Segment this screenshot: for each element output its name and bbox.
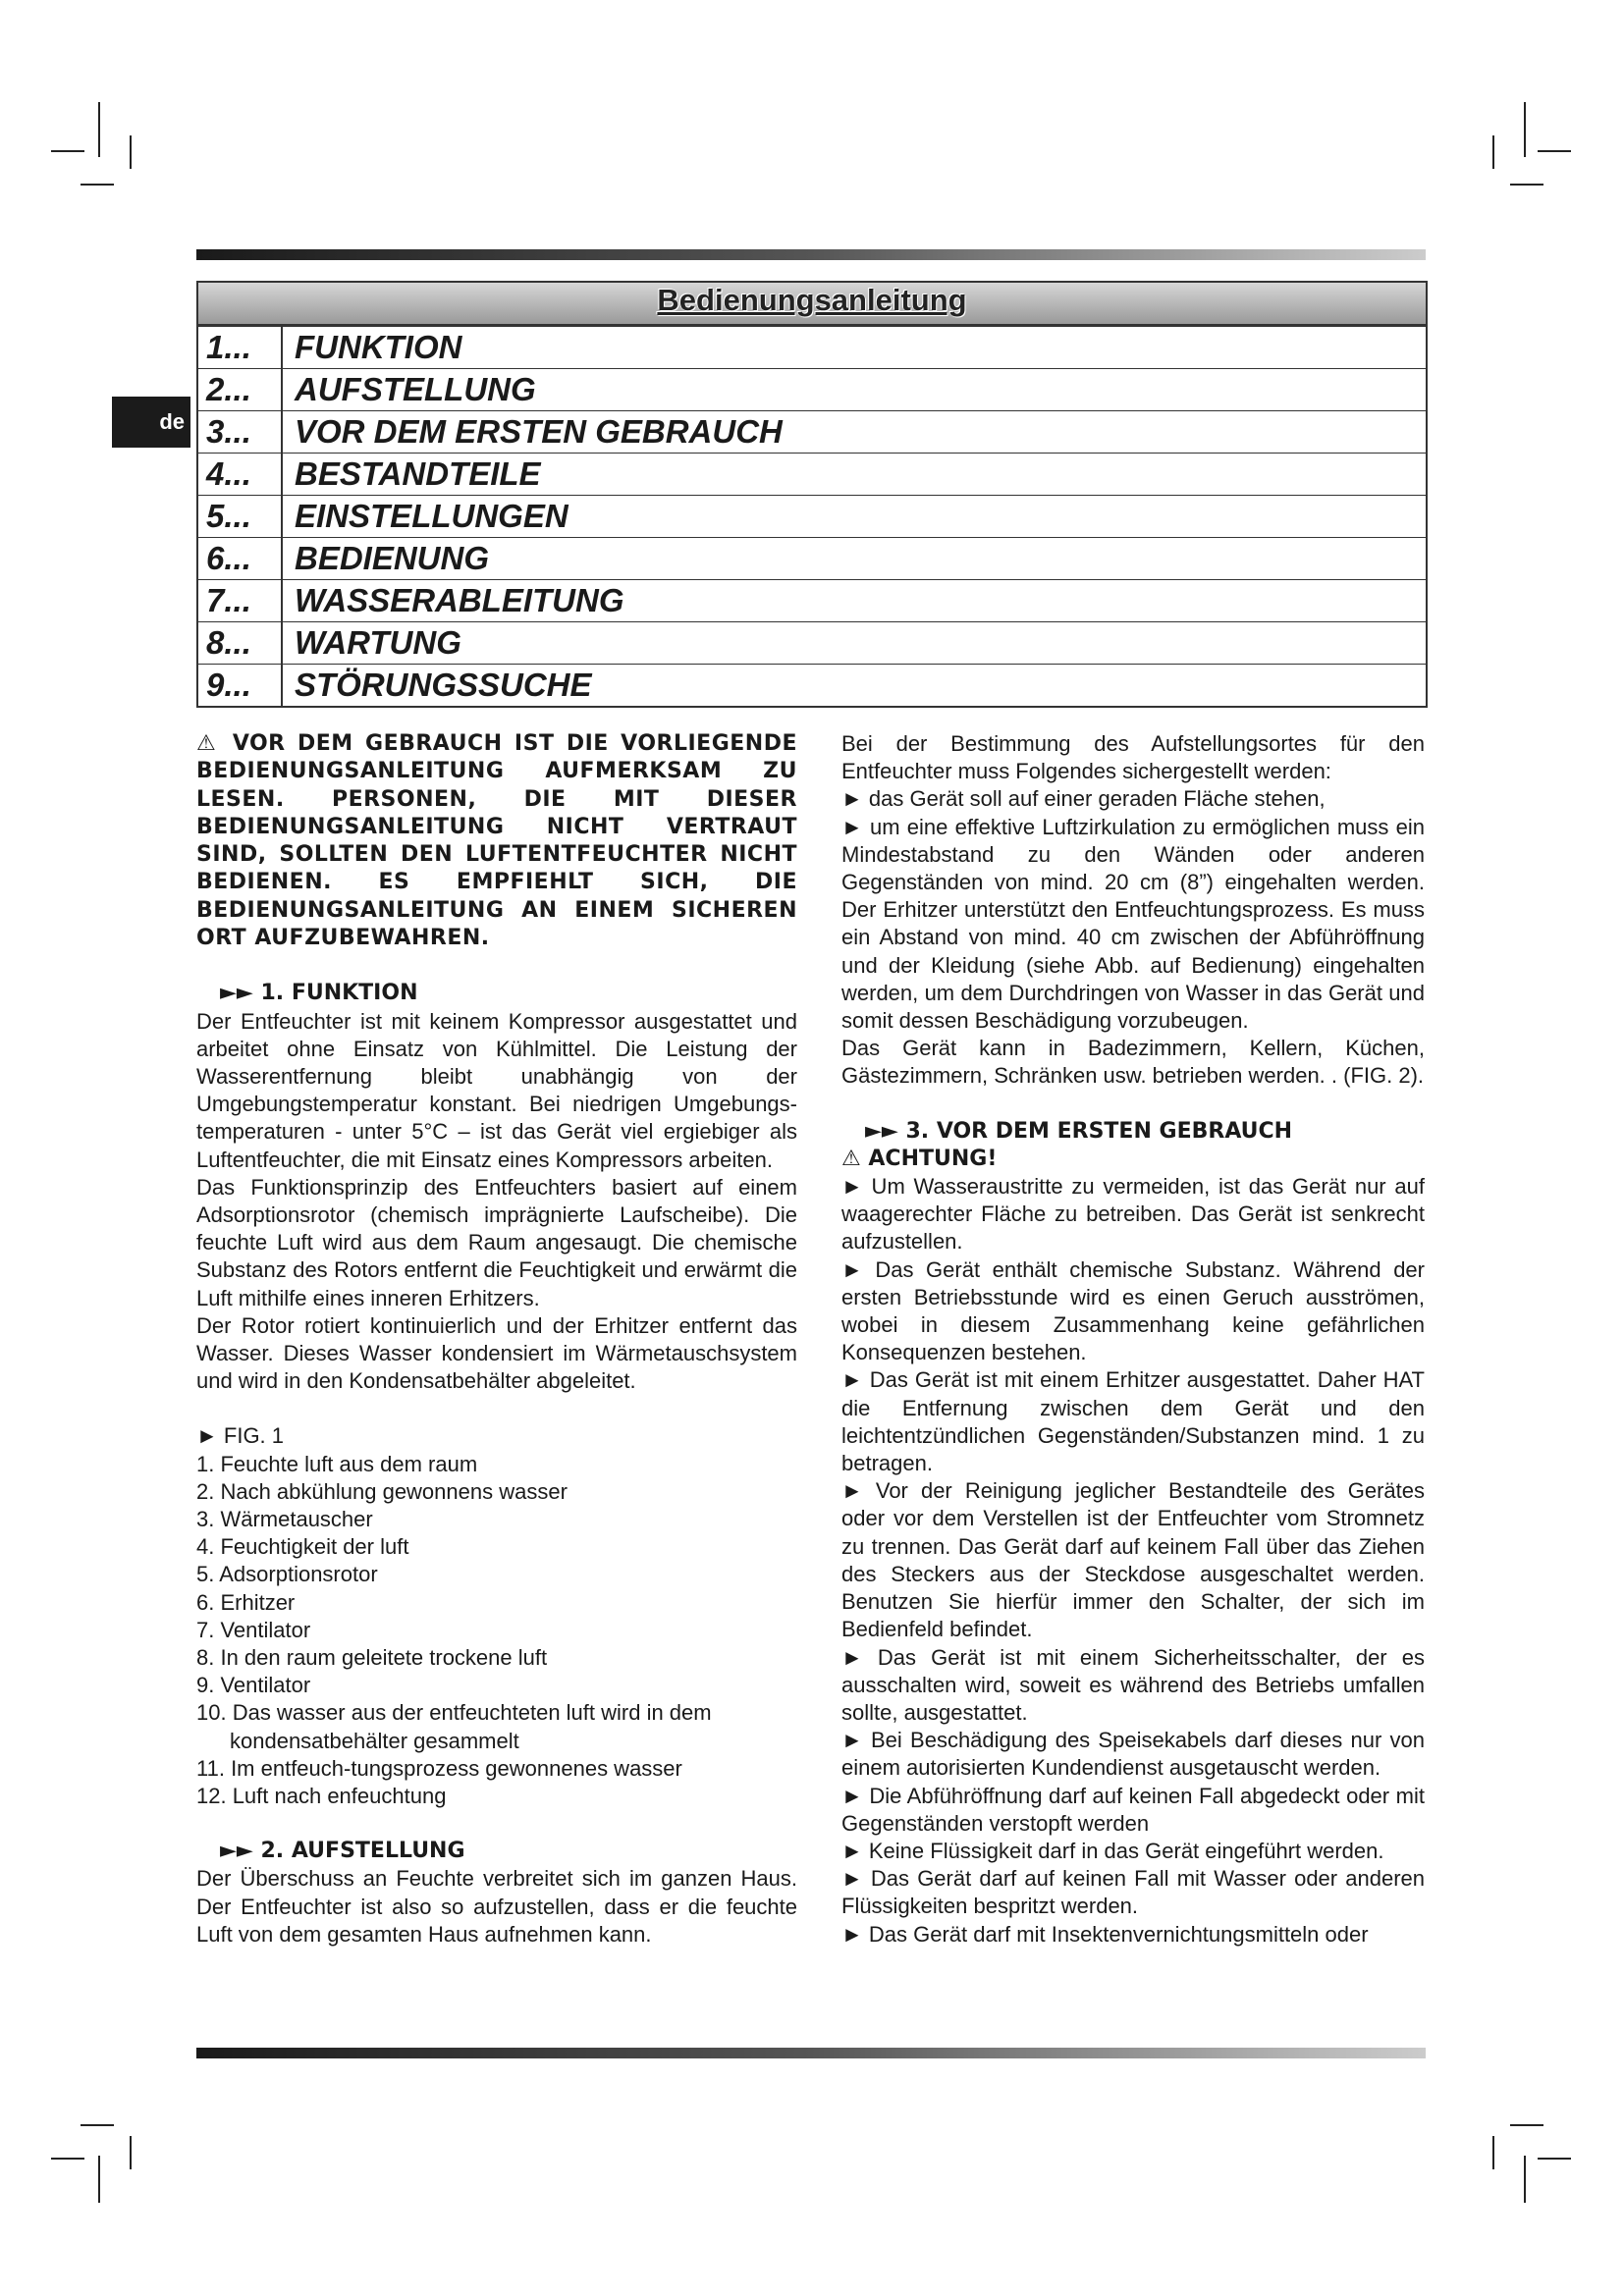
paragraph: Der Entfeuchter ist mit keinem Kompressor ausgestattet und arbeitet ohne Einsatz von Kühlmittel. Die Leistung der Wasserentfernung bleibt unabhängig von der Umgebungstemperatur konstant. Bei niedrigen Umgebungs-temperaturen - unter 5°C – ist das Gerät viel ergiebiger als Luftentfeuchter, die mit Einsatz eines Kompressors arbeiten. [196, 1008, 797, 1172]
crop-mark [51, 150, 84, 152]
list-item: 4. Feuchtigkeit der luft [196, 1534, 409, 1560]
table-of-contents [196, 281, 1428, 708]
bullet-item: ► Das Gerät ist mit einem Erhitzer ausgestattet. Daher HAT die Entfernung zwischen dem Gerät und den leichtentzündlichen Gegenständen/Substanzen mind. 1 zu betragen. [841, 1367, 1425, 1476]
list-item: 10. Das wasser aus der entfeuchteten luft wird in dem kondensatbehälter gesammelt [196, 1700, 712, 1753]
toc-row [198, 453, 1426, 495]
bullet-item: ► Vor der Reinigung jeglicher Bestandteile des Gerätes oder vor dem Verstellen ist der Entfeuchter vom Stromnetz zu trennen. Das Gerät darf auf keinem Fall über das Ziehen des Steckers aus der Steckdose ausgeschaltet werden. Benutzen Sie hierfür immer den Schalter, der sich im Bedienfeld befindet. [841, 1478, 1425, 1642]
toc-num: 2... [198, 369, 283, 410]
crop-mark [1538, 150, 1571, 152]
toc-label: WARTUNG [295, 624, 461, 661]
section-heading-aufstellung: ►► 2. AUFSTELLUNG [220, 1839, 465, 1864]
toc-label: EINSTELLUNGEN [295, 498, 568, 534]
language-label: de [159, 409, 185, 434]
crop-mark [1524, 2156, 1526, 2203]
bullet-item: ► um eine effektive Luftzirkulation zu ermöglichen muss ein Mindestabstand zu den Wänden oder anderen Gegenständen von mind. 20 cm (8”) eingehalten werden. Der Erhitzer unterstützt den Entfeuchtungsprozess. Es muss ein Abstand von mind. 40 cm zwischen der Abführöffnung und der Kleidung (siehe Abb. auf Bedienung) eingehalten werden, um dem Durchdringen von Wasser in das Gerät und somit dessen Beschädigung vorzubeugen. [841, 814, 1425, 1034]
list-item: 6. Erhitzer [196, 1589, 296, 1615]
paragraph: Der Rotor rotiert kontinuierlich und der Erhitzer entfernt das Wasser. Dieses Wasser kondensiert im Wärmetauschsystem und wird in den Kondensatbehälter abgeleitet. [196, 1312, 797, 1394]
toc-row [198, 326, 1426, 368]
toc-label: BESTANDTEILE [295, 455, 541, 492]
crop-mark [1492, 135, 1494, 169]
toc-num: 8... [198, 622, 283, 664]
crop-mark [1538, 2158, 1571, 2160]
top-divider [196, 249, 1426, 260]
list-item: 1. Feuchte luft aus dem raum [196, 1451, 478, 1476]
crop-mark [81, 184, 114, 186]
toc-num: 6... [198, 538, 283, 579]
bullet-item: ► Bei Beschädigung des Speisekabels darf dieses nur von einem autorisierten Kundendienst ausgetauscht werden. [841, 1728, 1425, 1781]
figure-caption: ► FIG. 1 [196, 1423, 285, 1449]
crop-mark [1510, 2124, 1543, 2126]
right-column [841, 730, 1425, 1949]
toc-row [198, 537, 1426, 579]
toc-label: VOR DEM ERSTEN GEBRAUCH [295, 413, 783, 450]
paragraph: Der Überschuss an Feuchte verbreitet sich im ganzen Haus. Der Entfeuchter ist also so aufzustellen, dass er die feuchte Luft von dem gesamten Haus aufnehmen kann. [196, 1866, 797, 1947]
warning-triangle-icon: ⚠ [196, 731, 221, 756]
bullet-item: ► Das Gerät ist mit einem Sicherheitsschalter, der es ausschalten wird, soweit es während des Betriebs umfallen sollte, ausgestattet. [841, 1644, 1425, 1725]
toc-label: AUFSTELLUNG [295, 371, 536, 407]
paragraph: Bei der Bestimmung des Aufstellungsortes für den Entfeuchter muss Folgendes sichergestellt werden: [841, 731, 1425, 784]
warning-text: VOR DEM GEBRAUCH IST DIE VORLIEGENDE BEDIENUNGSANLEITUNG AUFMERKSAM ZU LESEN. PERSONEN, DIE MIT DIESER BEDIENUNGSANLEITUNG NICHT VERTRAUT SIND, SOLLTEN DEN LUFTENTFEUCHTER NICHT BEDIENEN. ES EMPFIEHLT SICH, DIE BEDIENUNGSANLEITUNG AN EINEM SICHEREN ORT AUFZUBEWAHREN. [196, 731, 797, 951]
attention-text: ACHTUNG! [868, 1146, 998, 1171]
attention-heading [841, 1146, 1425, 1173]
section-heading-vor-dem-ersten-gebrauch: ►► 3. VOR DEM ERSTEN GEBRAUCH [865, 1118, 1293, 1144]
toc-row [198, 368, 1426, 410]
bullet-item: ► Die Abführöffnung darf auf keinen Fall abgedeckt oder mit Gegenständen verstopft werden [841, 1783, 1425, 1836]
list-item: 5. Adsorptionsrotor [196, 1562, 378, 1587]
list-item: 9. Ventilator [196, 1673, 311, 1698]
toc-num: 7... [198, 580, 283, 621]
list-item: 8. In den raum geleitete trockene luft [196, 1645, 548, 1671]
crop-mark [1524, 102, 1526, 157]
toc-row [198, 579, 1426, 621]
toc-row [198, 495, 1426, 537]
warning-triangle-icon: ⚠ [841, 1146, 861, 1171]
bottom-divider [196, 2048, 1426, 2058]
toc-row [198, 621, 1426, 664]
crop-mark [98, 2156, 100, 2203]
bullet-item: ► Keine Flüssigkeit darf in das Gerät eingeführt werden. [841, 1838, 1384, 1863]
list-item: 7. Ventilator [196, 1617, 311, 1642]
toc-row [198, 410, 1426, 453]
toc-label: STÖRUNGSSUCHE [295, 667, 592, 703]
section-heading-funktion: ►► 1. FUNKTION [220, 981, 418, 1006]
toc-row [198, 664, 1426, 706]
list-item: 11. Im entfeuch-tungsprozess gewonnenes wasser [196, 1755, 682, 1781]
bullet-item: ► Das Gerät enthält chemische Substanz. Während der ersten Betriebsstunde wird es einen Geruch ausströmen, wobei in diesem Zusammenhang keine gefährlichen Konsequenzen bestehen. [841, 1256, 1425, 1365]
list-item: 12. Luft nach enfeuchtung [196, 1784, 447, 1809]
toc-num: 5... [198, 496, 283, 537]
list-item: 3. Wärmetauscher [196, 1507, 373, 1532]
crop-mark [81, 2124, 114, 2126]
crop-mark [130, 135, 132, 169]
bullet-item: ► Um Wasseraustritte zu vermeiden, ist das Gerät nur auf waagerechter Fläche zu betreiben. Das Gerät ist senkrecht aufzustellen. [841, 1174, 1425, 1255]
figure-legend-list [196, 1451, 797, 1811]
warning-notice [196, 730, 797, 952]
left-column [196, 730, 797, 1949]
toc-header [198, 283, 1426, 326]
crop-mark [1510, 184, 1543, 186]
toc-num: 1... [198, 327, 283, 368]
bullet-item: ► Das Gerät darf auf keinen Fall mit Wasser oder anderen Flüssigkeiten bespritzt werden. [841, 1866, 1425, 1919]
toc-label: FUNKTION [295, 329, 462, 365]
crop-mark [98, 102, 100, 157]
crop-mark [130, 2136, 132, 2169]
bullet-item: ► Das Gerät darf mit Insektenvernichtungsmitteln oder [841, 1921, 1369, 1947]
toc-label: WASSERABLEITUNG [295, 582, 624, 618]
toc-num: 3... [198, 411, 283, 453]
language-tab [112, 397, 190, 448]
toc-num: 4... [198, 454, 283, 495]
crop-mark [51, 2158, 84, 2160]
toc-num: 9... [198, 665, 283, 706]
paragraph: Das Funktionsprinzip des Entfeuchters basiert auf einem Adsorptionsrotor (chemisch imprägnierte Laufscheibe). Die feuchte Luft wird aus dem Raum angesaugt. Die chemische Substanz des Rotors entfernt die Feuchtigkeit und erwärmt die Luft mithilfe eines inneren Erhitzers. [196, 1174, 797, 1310]
list-item: 2. Nach abkühlung gewonnens wasser [196, 1478, 568, 1504]
bullet-item: ► das Gerät soll auf einer geraden Fläche stehen, [841, 786, 1326, 812]
toc-title: Bedienungsanleitung [657, 283, 967, 317]
crop-mark [1492, 2136, 1494, 2169]
paragraph: Das Gerät kann in Badezimmern, Kellern, Küchen, Gästezimmern, Schränken usw. betrieben werden. . (FIG. 2). [841, 1036, 1425, 1089]
toc-label: BEDIENUNG [295, 540, 490, 576]
